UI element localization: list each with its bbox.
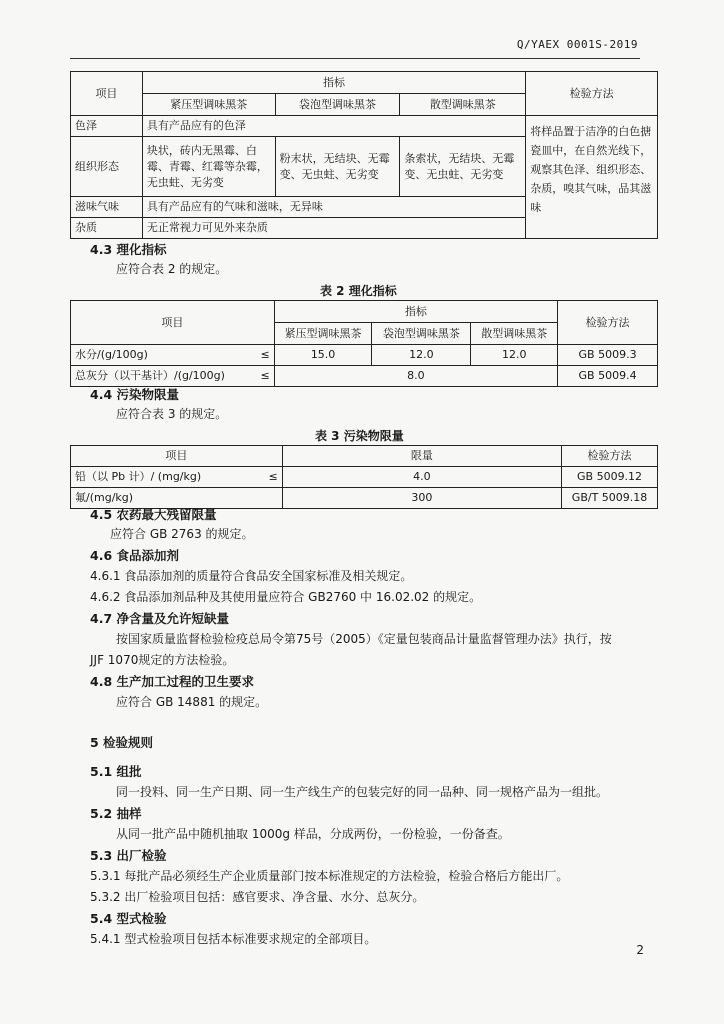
texture-loose: 条索状，无结块、无霉变、无虫蛀、无劣变 — [400, 137, 526, 197]
t2-sub-loose: 散型调味黑茶 — [471, 323, 558, 345]
heading-5-3: 5.3 出厂检验 — [90, 848, 167, 863]
heading-4-5: 4.5 农药最大残留限量 — [90, 507, 217, 522]
t2-col-method: 检验方法 — [558, 301, 658, 345]
text-4-5: 应符合 GB 2763 的规定。 — [110, 527, 254, 541]
heading-4-8: 4.8 生产加工过程的卫生要求 — [90, 674, 254, 689]
text-4-6-1: 4.6.1 食品添加剂的质量符合食品安全国家标准及相关规定。 — [90, 569, 413, 583]
t2-ash-label: 总灰分（以干基计）/(g/100g) — [75, 369, 225, 382]
t3-fluorine-method: GB/T 5009.18 — [562, 488, 658, 509]
t2-moisture-v1: 15.0 — [274, 345, 372, 366]
heading-5-2: 5.2 抽样 — [90, 806, 142, 821]
row-value-color: 具有产品应有的色泽 — [142, 116, 525, 137]
t2-ash-op: ≤ — [260, 369, 270, 382]
heading-5-4: 5.4 型式检验 — [90, 911, 167, 926]
t3-lead-op: ≤ — [268, 470, 278, 483]
text-4-8: 应符合 GB 14881 的规定。 — [116, 695, 268, 709]
physchem-table — [70, 300, 658, 387]
t2-row-moisture — [71, 345, 275, 366]
row-value-taste: 具有产品应有的气味和滋味，无异味 — [142, 197, 525, 218]
document-code: Q/YAEX 0001S-2019 — [516, 38, 638, 51]
heading-5: 5 检验规则 — [90, 735, 154, 750]
table3-caption: 表 3 污染物限量 — [315, 429, 404, 443]
t3-col-method: 检验方法 — [562, 446, 658, 467]
t2-col-item: 项目 — [71, 301, 275, 345]
header-rule — [70, 58, 640, 59]
t2-moisture-label: 水分/(g/100g) — [75, 348, 148, 361]
sub-col-teabag: 袋泡型调味黑茶 — [275, 94, 400, 116]
t3-lead-label: 铅（以 Pb 计）/ (mg/kg) — [75, 470, 202, 483]
sensory-method-text: 将样品置于洁净的白色搪瓷皿中，在自然光线下，观察其色泽、组织形态、杂质，嗅其气味，品其滋味 — [526, 116, 658, 239]
text-5-3-2: 5.3.2 出厂检验项目包括：感官要求、净含量、水分、总灰分。 — [90, 890, 425, 904]
t2-sub-compressed: 紧压型调味黑茶 — [274, 323, 372, 345]
t2-moisture-v3: 12.0 — [471, 345, 558, 366]
heading-4-4: 4.4 污染物限量 — [90, 387, 179, 402]
col-header-item: 项目 — [71, 72, 143, 116]
sensory-table — [70, 71, 658, 239]
text-4-6-2: 4.6.2 食品添加剂品种及其使用量应符合 GB2760 中 16.02.02 的规定。 — [90, 590, 482, 604]
t3-fluorine-label: 氟/(mg/kg) — [71, 488, 283, 509]
t2-ash-method: GB 5009.4 — [558, 366, 658, 387]
text-4-3: 应符合表 2 的规定。 — [116, 262, 228, 276]
heading-4-6: 4.6 食品添加剂 — [90, 548, 179, 563]
contaminant-table — [70, 445, 658, 509]
heading-4-3: 4.3 理化指标 — [90, 242, 167, 257]
heading-5-1: 5.1 组批 — [90, 764, 142, 779]
col-header-index: 指标 — [142, 72, 525, 94]
row-label-impurity: 杂质 — [71, 218, 143, 239]
col-header-method: 检验方法 — [526, 72, 658, 116]
t2-sub-teabag: 袋泡型调味黑茶 — [372, 323, 471, 345]
texture-teabag: 粉末状，无结块、无霉变、无虫蛀、无劣变 — [275, 137, 400, 197]
t3-row-lead — [71, 467, 283, 488]
text-5-2: 从同一批产品中随机抽取 1000g 样品，分成两份，一份检验，一份备查。 — [116, 827, 510, 841]
t2-col-index: 指标 — [274, 301, 557, 323]
sub-col-compressed: 紧压型调味黑茶 — [142, 94, 275, 116]
texture-compressed: 块状，砖内无黑霉、白霉、青霉、红霉等杂霉，无虫蛀、无劣变 — [142, 137, 275, 197]
text-5-3-1: 5.3.1 每批产品必须经生产企业质量部门按本标准规定的方法检验，检验合格后方能出厂。 — [90, 869, 569, 883]
page-number: 2 — [636, 943, 644, 957]
row-label-taste: 滋味气味 — [71, 197, 143, 218]
sub-col-loose: 散型调味黑茶 — [400, 94, 526, 116]
row-label-color: 色泽 — [71, 116, 143, 137]
text-5-1: 同一投料、同一生产日期、同一生产线生产的包装完好的同一品种、同一规格产品为一组批。 — [116, 785, 609, 799]
t3-col-item: 项目 — [71, 446, 283, 467]
row-label-texture: 组织形态 — [71, 137, 143, 197]
text-4-7-line2: JJF 1070规定的方法检验。 — [90, 653, 235, 667]
row-value-impurity: 无正常视力可见外来杂质 — [142, 218, 525, 239]
text-4-4: 应符合表 3 的规定。 — [116, 407, 228, 421]
t2-moisture-v2: 12.0 — [372, 345, 471, 366]
t3-lead-value: 4.0 — [282, 467, 561, 488]
t3-fluorine-value: 300 — [282, 488, 561, 509]
t3-lead-method: GB 5009.12 — [562, 467, 658, 488]
t2-row-ash — [71, 366, 275, 387]
text-5-4-1: 5.4.1 型式检验项目包括本标准要求规定的全部项目。 — [90, 932, 377, 946]
t2-moisture-op: ≤ — [260, 348, 270, 361]
table2-caption: 表 2 理化指标 — [320, 284, 397, 298]
heading-4-7: 4.7 净含量及允许短缺量 — [90, 611, 229, 626]
t2-moisture-method: GB 5009.3 — [558, 345, 658, 366]
t3-col-limit: 限量 — [282, 446, 561, 467]
t2-ash-value: 8.0 — [274, 366, 557, 387]
text-4-7-line1: 按国家质量监督检验检疫总局令第75号（2005）《定量包装商品计量监督管理办法》执行，按 — [116, 632, 612, 646]
